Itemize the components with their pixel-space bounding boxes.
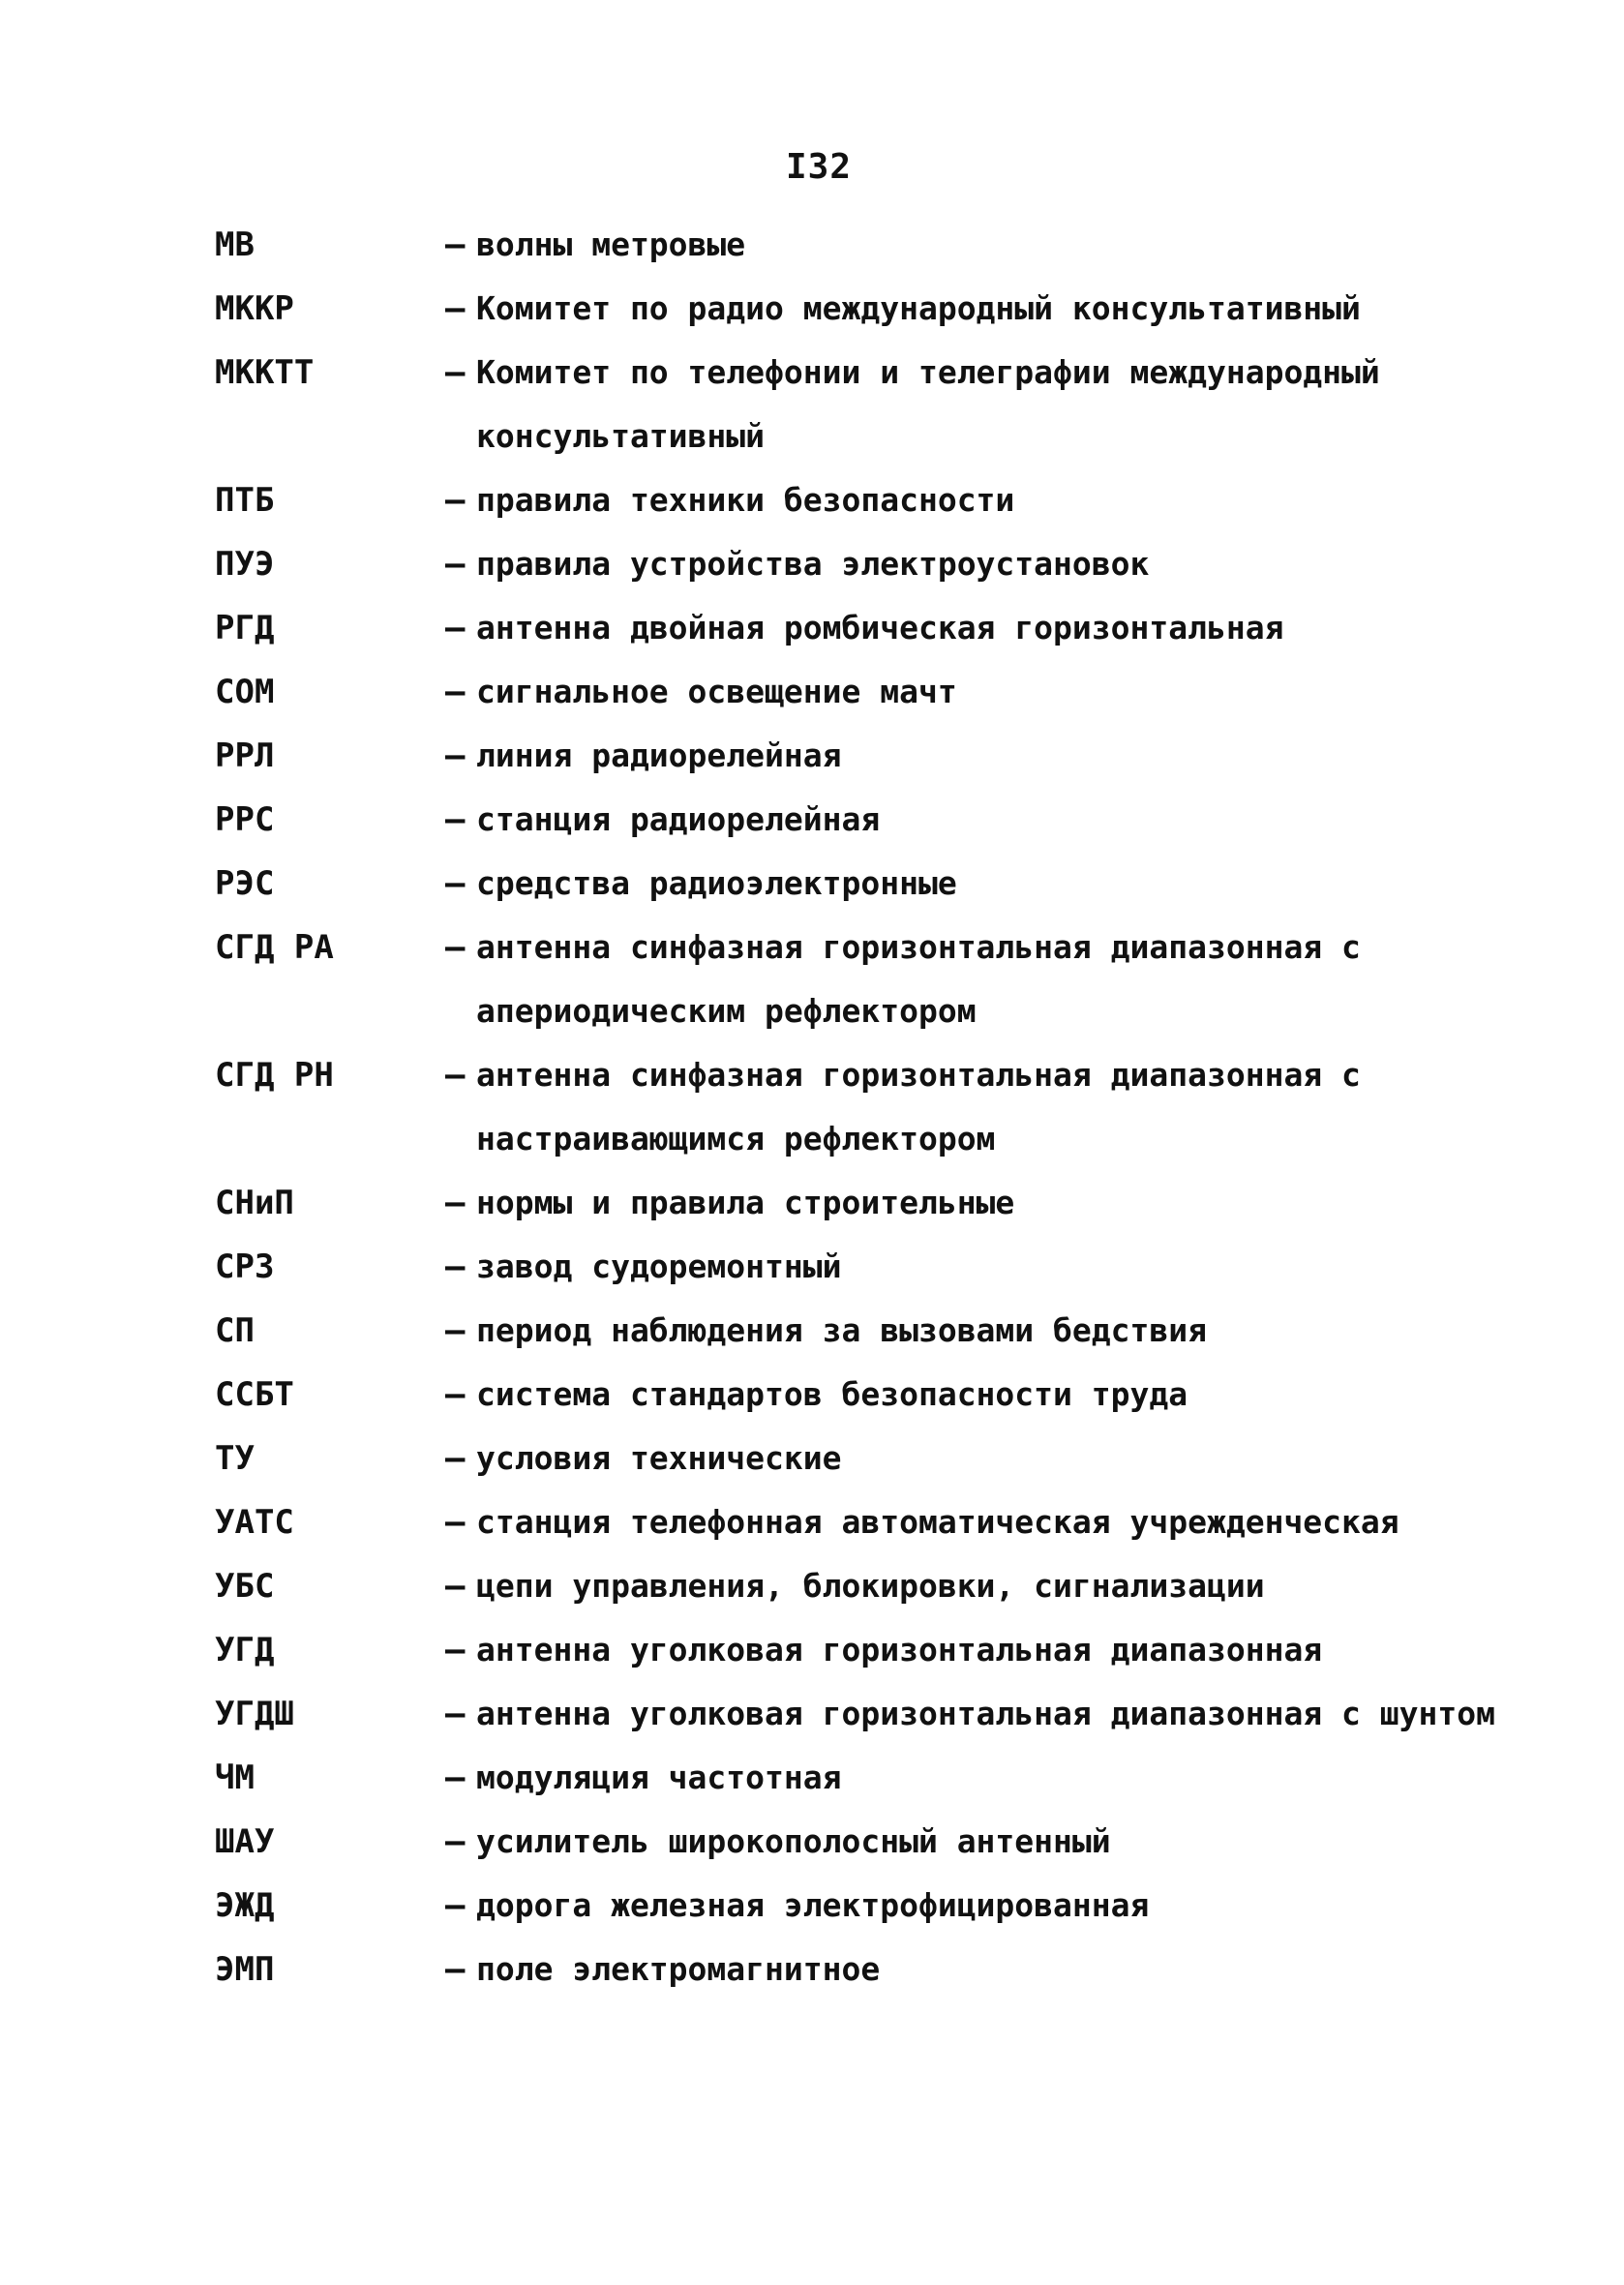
list-item [215,660,1570,724]
definition: правила техники безопасности [476,481,1015,519]
abbreviation: МККТТ [215,353,315,392]
abbreviation: СРЗ [215,1248,275,1286]
list-item [215,788,1570,852]
list-item [215,724,1570,788]
definition: дорога железная электрофицированная [476,1886,1150,1924]
definition: период наблюдения за вызовами бедствия [476,1311,1207,1349]
dash-separator: – [445,673,466,711]
list-item [215,1490,1570,1554]
abbreviation: УБС [215,1567,275,1606]
dash-separator: – [445,1822,466,1861]
definition: антенна синфазная горизонтальная диапазонная с настраивающимся рефлектором [476,1056,1380,1158]
definition: правила устройства электроустановок [476,545,1150,583]
definition: антенна уголковая горизонтальная диапазонная с шунтом [476,1695,1495,1732]
definition: завод судоремонтный [476,1248,842,1285]
list-item [215,1363,1570,1427]
definition: станция телефонная автоматическая учрежденческая [476,1503,1399,1541]
abbreviation: РРЛ [215,737,275,775]
dash-separator: – [445,545,466,584]
dash-separator: – [445,1056,466,1095]
abbreviation-list [215,213,1570,2001]
dash-separator: – [445,1503,466,1542]
dash-separator: – [445,1695,466,1733]
definition: Комитет по телефонии и телеграфии международный консультативный [476,353,1399,455]
abbreviation: ПТБ [215,481,275,520]
dash-separator: – [445,1886,466,1925]
list-item [215,532,1570,596]
abbreviation: ТУ [215,1439,255,1478]
dash-separator: – [445,1439,466,1478]
dash-separator: – [445,1311,466,1350]
list-item [215,1554,1570,1618]
abbreviation: СГД РН [215,1056,334,1095]
dash-separator: – [445,289,466,328]
abbreviation: СНиП [215,1184,294,1222]
definition: поле электромагнитное [476,1950,881,1988]
definition: система стандартов безопасности труда [476,1375,1188,1413]
definition: усилитель широкополосный антенный [476,1822,1111,1860]
abbreviation: МВ [215,225,255,264]
list-item [215,1427,1570,1490]
abbreviation: ПУЭ [215,545,275,584]
list-item [215,468,1570,532]
list-item [215,277,1570,341]
list-item [215,1299,1570,1363]
dash-separator: – [445,737,466,775]
list-item [215,1810,1570,1874]
definition: антенна уголковая горизонтальная диапазонная [476,1631,1323,1669]
abbreviation: МККР [215,289,294,328]
dash-separator: – [445,1950,466,1989]
list-item [215,1618,1570,1682]
dash-separator: – [445,864,466,903]
abbreviation: УАТС [215,1503,294,1542]
dash-separator: – [445,353,466,392]
dash-separator: – [445,1631,466,1669]
dash-separator: – [445,1248,466,1286]
definition: цепи управления, блокировки, сигнализации [476,1567,1265,1605]
list-item [215,1043,1570,1171]
definition: сигнальное освещение мачт [476,673,957,710]
abbreviation: ЭМП [215,1950,275,1989]
list-item [215,1746,1570,1810]
abbreviation: ЭЖД [215,1886,275,1925]
dash-separator: – [445,1375,466,1414]
dash-separator: – [445,1184,466,1222]
dash-separator: – [445,481,466,520]
abbreviation: РГД [215,609,275,647]
list-item [215,341,1570,468]
dash-separator: – [445,225,466,264]
definition: станция радиорелейная [476,800,881,838]
definition: условия технические [476,1439,842,1477]
list-item [215,213,1570,277]
dash-separator: – [445,800,466,839]
list-item [215,1938,1570,2001]
dash-separator: – [445,1567,466,1606]
list-item [215,852,1570,916]
dash-separator: – [445,1759,466,1797]
definition: волны метровые [476,225,746,263]
abbreviation: ШАУ [215,1822,275,1861]
list-item [215,1874,1570,1938]
abbreviation: УГДШ [215,1695,294,1733]
dash-separator: – [445,609,466,647]
abbreviation: РЭС [215,864,275,903]
list-item [215,1682,1570,1746]
abbreviation: ССБТ [215,1375,294,1414]
abbreviation: СГД РА [215,928,334,967]
list-item [215,596,1570,660]
definition: модуляция частотная [476,1759,842,1796]
list-item [215,1235,1570,1299]
abbreviation: СОМ [215,673,275,711]
definition: линия радиорелейная [476,737,842,774]
abbreviation: ЧМ [215,1759,255,1797]
page-number: I32 [786,147,853,187]
list-item [215,1171,1570,1235]
dash-separator: – [445,928,466,967]
abbreviation: СП [215,1311,255,1350]
abbreviation: УГД [215,1631,275,1669]
abbreviation: РРС [215,800,275,839]
definition: антенна синфазная горизонтальная диапазонная с апериодическим рефлектором [476,928,1380,1030]
list-item [215,916,1570,1043]
definition: антенна двойная ромбическая горизонтальная [476,609,1284,646]
definition: Комитет по радио международный консультативный [476,289,1361,327]
definition: средства радиоэлектронные [476,864,957,902]
definition: нормы и правила строительные [476,1184,1015,1221]
